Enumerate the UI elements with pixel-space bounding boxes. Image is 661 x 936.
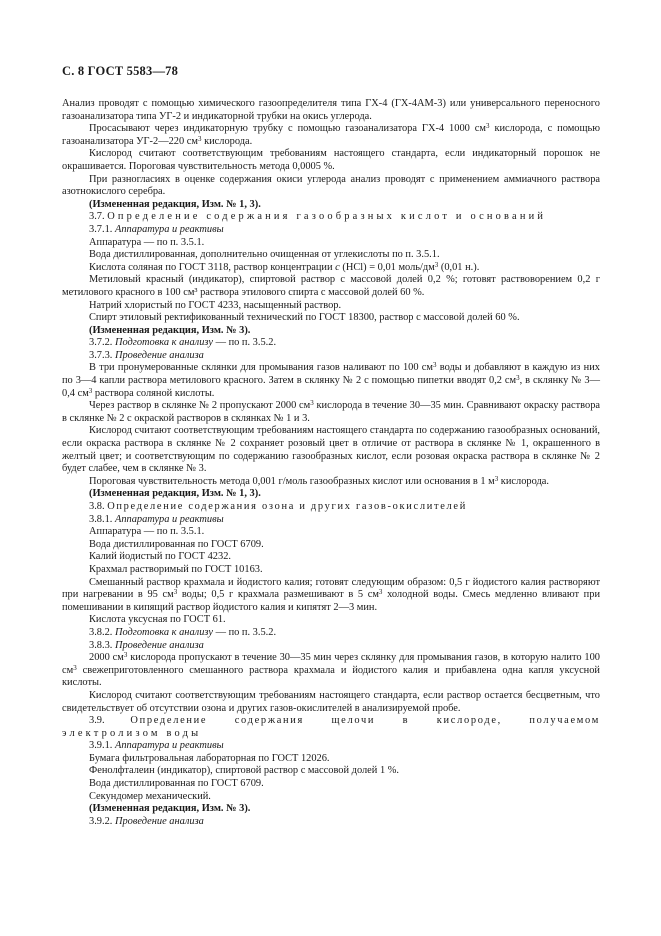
paragraph: Вода дистиллированная, дополнительно очищенная от углекислоты по п. 3.5.1. [89,249,440,261]
paragraph: Секундомер механический. [89,790,211,802]
paragraph: Метиловый красный (индикатор), спиртовой раствор с массовой долей 0,2 %; готовят раствоворением 0,2 г метилового красного в 100 см³ раствора этилового спирта с массовой долей 60 %. [62,274,600,298]
paragraph: 2000 $см^3$ кислорода пропускают в течение 30—35 мин через склянку для промывания газов, в которую налито 100 $см^3$ свежеприготовленного смешанного раствора крахмала и йодистого калия и прибавлена одна капля уксусной кислоты. [62,651,600,689]
section-heading-3-9-continued: электролизом воды [62,727,202,739]
paragraph: Вода дистиллированная по ГОСТ 6709. [89,538,264,550]
amendment-note: (Измененная редакция, Изм. № 1, 3). [89,488,261,500]
subsection-heading: 3.8.3. Проведение анализа [89,639,204,651]
subsection-heading: 3.9.1. Аппаратура и реактивы [89,740,224,752]
paragraph: Анализ проводят с помощью химического газоопределителя типа ГХ-4 (ГХ-4АМ-3) или универсального переносного газоанализатора типа УГ-2 и индикаторной трубки на окись углерода. [62,98,600,122]
section-heading-3-7: 3.7. Определение содержания газообразных кислот и оснований [89,211,547,223]
paragraph: Спирт этиловый ректификованный технический по ГОСТ 18300, раствор с массовой долей 60 %. [89,312,520,324]
paragraph: При разногласиях в оценке содержания окиси углерода анализ проводят с применением аммиачного раствора азотнокислого серебра. [62,173,600,198]
subsection-heading: 3.9.2. Проведение анализа [89,815,204,827]
document-body [62,98,600,828]
amendment-note: (Измененная редакция, Изм. № 1, 3). [89,198,261,210]
paragraph: Аппаратура — по п. 3.5.1. [89,526,205,538]
subsection-heading: 3.7.3. Проведение анализа [89,349,204,361]
paragraph: Натрий хлористый по ГОСТ 4233, насыщенный раствор. [89,299,342,311]
amendment-note: (Измененная редакция, Изм. № 3). [89,324,251,336]
paragraph: Аппаратура — по п. 3.5.1. [89,236,205,248]
subsection-heading: 3.8.1. Аппаратура и реактивы [89,513,224,525]
paragraph: Вода дистиллированная по ГОСТ 6709. [89,778,264,790]
subsection-heading: 3.7.1. Аппаратура и реактивы [89,223,224,235]
amendment-note: (Измененная редакция, Изм. № 3). [89,803,251,815]
page-header: С. 8 ГОСТ 5583—78 [62,64,179,78]
paragraph: Кислота уксусная по ГОСТ 61. [89,614,226,626]
paragraph: Кислород считают соответствующим требованиям настоящего стандарта по содержанию газообразных оснований, если окраска раствора в склянке № 2 сохраняет розовый цвет в отличие от раствора в склянке № 1, окрашенного в желтый цвет; и соответствующим по содержанию газообразных кислот, если розовая окраска раствора в склянке № 2 будет слабее, чем в склянке № 3. [62,425,600,475]
paragraph: Крахмал растворимый по ГОСТ 10163. [89,563,263,575]
paragraph: В три пронумерованные склянки для промывания газов наливают по 100 $см^3$ воды и добавляют в каждую из них по 3—4 капли раствора метилового красного. Затем в склянку № 2 с помощью пипетки вводят 0,2 $см^3$, в склянку № 3—0,4 $см^3$ раствора соляной кислоты. [62,361,600,399]
paragraph: Кислота соляная по ГОСТ 3118, раствор концентрации c (HCl) = 0,01 моль/$дм^3$ (0,01 н.). [89,260,480,273]
section-heading-3-9: 3.9. Определение содержания щелочи в кислороде, получаемом [89,715,601,727]
paragraph: Бумага фильтровальная лабораторная по ГОСТ 12026. [89,752,330,764]
section-heading-3-8: 3.8. Определение содержания озона и других газов-окислителей [89,501,468,512]
paragraph: Пороговая чувствительность метода 0,001 г/моль газообразных кислот или основания в 1 $м^3$ кислорода. [89,474,549,487]
subsection-heading: 3.8.2. Подготовка к анализу — по п. 3.5.2. [89,626,277,638]
paragraph: Просасывают через индикаторную трубку с помощью газоанализатора ГХ-4 1000 $см^3$ кислорода, с помощью газоанализатора УГ-2—220 $см^3$ кислорода. [62,122,600,147]
paragraph: Через раствор в склянке № 2 пропускают 2000 $см^3$ кислорода в течение 30—35 мин. Сравнивают окраску раствора в склянке № 2 с окраской растворов в склянках № 1 и 3. [62,399,600,424]
paragraph: Кислород считают соответствующим требованиям настоящего стандарта, если раствор остается бесцветным, что свидетельствует об отсутствии озона и других газов-окислителей в анализируемой пробе. [62,689,600,714]
paragraph: Смешанный раствор крахмала и йодистого калия; готовят следующим образом: 0,5 г йодистого калия растворяют при нагревании в 95 $см^3$ воды; 0,5 г крахмала размешивают в 5 $см^3$ холодной воды. Смесь медленно вливают при помешивании в кипящий раствор йодистого калия и кипятят 2—3 мин. [62,576,600,613]
subsection-heading: 3.7.2. Подготовка к анализу — по п. 3.5.2. [89,337,277,349]
paragraph: Калий йодистый по ГОСТ 4232. [89,551,231,563]
paragraph: Фенолфталеин (индикатор), спиртовой раствор с массовой долей 1 %. [89,765,399,777]
paragraph: Кислород считают соответствующим требованиям настоящего стандарта, если индикаторный порошок не окрашивается. Пороговая чувствительность метода 0,0005 %. [62,148,600,172]
